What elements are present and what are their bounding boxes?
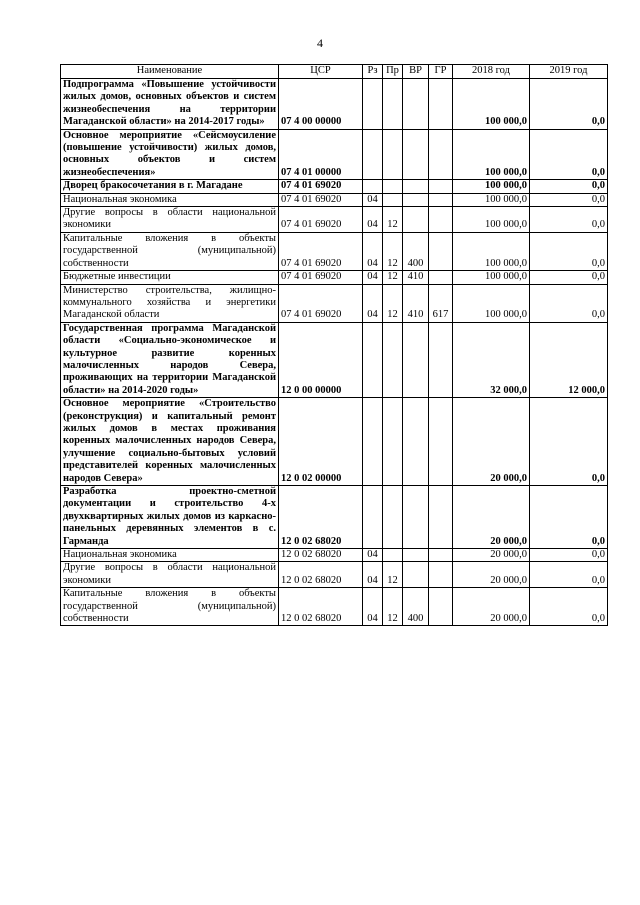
row-gr xyxy=(429,271,453,284)
row-csr: 12 0 02 68020 xyxy=(279,588,363,626)
row-vr xyxy=(403,549,429,562)
row-gr xyxy=(429,79,453,130)
row-rz: 04 xyxy=(363,232,383,270)
row-vr: 410 xyxy=(403,284,429,322)
table-body xyxy=(61,79,608,626)
table-row xyxy=(61,232,608,270)
row-2019: 0,0 xyxy=(530,398,608,486)
row-vr xyxy=(403,193,429,206)
row-gr xyxy=(429,180,453,193)
row-csr: 12 0 02 68020 xyxy=(279,562,363,588)
row-pr xyxy=(383,398,403,486)
table-row xyxy=(61,284,608,322)
row-gr xyxy=(429,193,453,206)
row-2019: 0,0 xyxy=(530,562,608,588)
row-pr: 12 xyxy=(383,207,403,233)
row-gr xyxy=(429,129,453,180)
row-pr xyxy=(383,129,403,180)
row-rz: 04 xyxy=(363,562,383,588)
row-2018: 20 000,0 xyxy=(453,588,530,626)
header-row xyxy=(61,65,608,79)
row-2019: 12 000,0 xyxy=(530,322,608,397)
row-csr: 07 4 01 69020 xyxy=(279,207,363,233)
row-rz xyxy=(363,129,383,180)
row-name: Другие вопросы в области национальной экономики xyxy=(61,562,279,588)
row-rz xyxy=(363,79,383,130)
row-vr xyxy=(403,207,429,233)
table-row xyxy=(61,79,608,130)
row-pr xyxy=(383,486,403,549)
table-row xyxy=(61,180,608,193)
row-vr xyxy=(403,129,429,180)
row-2018: 20 000,0 xyxy=(453,398,530,486)
row-csr: 12 0 02 68020 xyxy=(279,549,363,562)
row-name: Национальная экономика xyxy=(61,549,279,562)
row-2018: 100 000,0 xyxy=(453,232,530,270)
row-pr xyxy=(383,322,403,397)
row-name: Капитальные вложения в объекты государственной (муниципальной) собственности xyxy=(61,232,279,270)
row-rz: 04 xyxy=(363,284,383,322)
row-csr: 07 4 01 69020 xyxy=(279,271,363,284)
row-vr: 410 xyxy=(403,271,429,284)
row-2018: 100 000,0 xyxy=(453,129,530,180)
row-csr: 07 4 01 69020 xyxy=(279,232,363,270)
row-gr: 617 xyxy=(429,284,453,322)
row-name: Капитальные вложения в объекты государственной (муниципальной) собственности xyxy=(61,588,279,626)
row-rz xyxy=(363,322,383,397)
table-row xyxy=(61,398,608,486)
row-name: Национальная экономика xyxy=(61,193,279,206)
table-row xyxy=(61,588,608,626)
row-pr: 12 xyxy=(383,271,403,284)
row-name: Министерство строительства, жилищно-коммунального хозяйства и энергетики Магаданской области xyxy=(61,284,279,322)
row-2019: 0,0 xyxy=(530,232,608,270)
row-name: Основное мероприятие «Сейсмоусиление (повышение устойчивости) жилых домов, основных объектов и систем жизнеобеспечения» xyxy=(61,129,279,180)
row-gr xyxy=(429,398,453,486)
row-2019: 0,0 xyxy=(530,284,608,322)
table-row xyxy=(61,271,608,284)
table-row xyxy=(61,562,608,588)
row-vr: 400 xyxy=(403,232,429,270)
row-2019: 0,0 xyxy=(530,271,608,284)
row-csr: 12 0 02 68020 xyxy=(279,486,363,549)
table-row xyxy=(61,129,608,180)
row-gr xyxy=(429,232,453,270)
row-vr xyxy=(403,562,429,588)
row-pr: 12 xyxy=(383,232,403,270)
row-pr xyxy=(383,79,403,130)
row-2018: 100 000,0 xyxy=(453,79,530,130)
row-gr xyxy=(429,562,453,588)
row-2019: 0,0 xyxy=(530,79,608,130)
row-rz xyxy=(363,398,383,486)
row-csr: 12 0 00 00000 xyxy=(279,322,363,397)
row-name: Разработка проектно-сметной документации и строительство 4-х двухквартирных жилых домов из каркасно-панельных деревянных элементов в с. Гарманда xyxy=(61,486,279,549)
row-rz: 04 xyxy=(363,588,383,626)
table-row xyxy=(61,207,608,233)
row-rz: 04 xyxy=(363,193,383,206)
row-2018: 20 000,0 xyxy=(453,486,530,549)
row-vr xyxy=(403,79,429,130)
header-name: Наименование xyxy=(61,65,279,79)
row-pr: 12 xyxy=(383,588,403,626)
budget-table xyxy=(60,64,608,626)
header-2019: 2019 год xyxy=(530,65,608,79)
row-2018: 100 000,0 xyxy=(453,284,530,322)
table-row xyxy=(61,193,608,206)
row-pr: 12 xyxy=(383,284,403,322)
row-name: Дворец бракосочетания в г. Магадане xyxy=(61,180,279,193)
row-2018: 100 000,0 xyxy=(453,271,530,284)
row-vr xyxy=(403,398,429,486)
row-2019: 0,0 xyxy=(530,180,608,193)
row-vr xyxy=(403,180,429,193)
row-name: Другие вопросы в области национальной экономики xyxy=(61,207,279,233)
table-row xyxy=(61,486,608,549)
table-row xyxy=(61,322,608,397)
header-vr: ВР xyxy=(403,65,429,79)
table-row xyxy=(61,549,608,562)
row-name: Государственная программа Магаданской области «Социально-экономическое и культурное развитие коренных малочисленных народов Севера, проживающих на территории Магаданской области» на 2014-2020 годы» xyxy=(61,322,279,397)
row-vr xyxy=(403,322,429,397)
row-csr: 07 4 01 69020 xyxy=(279,284,363,322)
row-pr xyxy=(383,193,403,206)
row-gr xyxy=(429,588,453,626)
row-name: Основное мероприятие «Строительство (реконструкция) и капитальный ремонт жилых домов в местах проживания коренных малочисленных народов Севера, улучшение социально-бытовых условий представителей коренных малочисленных народов Севера» xyxy=(61,398,279,486)
row-name: Бюджетные инвестиции xyxy=(61,271,279,284)
row-csr: 07 4 01 00000 xyxy=(279,129,363,180)
row-rz: 04 xyxy=(363,549,383,562)
row-rz xyxy=(363,486,383,549)
row-rz xyxy=(363,180,383,193)
row-csr: 07 4 00 00000 xyxy=(279,79,363,130)
row-2019: 0,0 xyxy=(530,588,608,626)
header-rz: Рз xyxy=(363,65,383,79)
row-gr xyxy=(429,322,453,397)
row-rz: 04 xyxy=(363,207,383,233)
row-vr xyxy=(403,486,429,549)
row-2019: 0,0 xyxy=(530,549,608,562)
row-2018: 20 000,0 xyxy=(453,562,530,588)
row-pr xyxy=(383,180,403,193)
row-2018: 32 000,0 xyxy=(453,322,530,397)
row-pr xyxy=(383,549,403,562)
row-2018: 100 000,0 xyxy=(453,207,530,233)
page-number: 4 xyxy=(317,36,323,50)
row-rz: 04 xyxy=(363,271,383,284)
row-vr: 400 xyxy=(403,588,429,626)
row-name: Подпрограмма «Повышение устойчивости жилых домов, основных объектов и систем жизнеобеспечения на территории Магаданской области» на 2014-2017 годы» xyxy=(61,79,279,130)
row-2019: 0,0 xyxy=(530,207,608,233)
row-csr: 12 0 02 00000 xyxy=(279,398,363,486)
row-2018: 100 000,0 xyxy=(453,193,530,206)
row-gr xyxy=(429,486,453,549)
row-csr: 07 4 01 69020 xyxy=(279,193,363,206)
row-2018: 100 000,0 xyxy=(453,180,530,193)
row-csr: 07 4 01 69020 xyxy=(279,180,363,193)
header-2018: 2018 год xyxy=(453,65,530,79)
row-2019: 0,0 xyxy=(530,129,608,180)
row-gr xyxy=(429,207,453,233)
header-gr: ГР xyxy=(429,65,453,79)
row-pr: 12 xyxy=(383,562,403,588)
row-gr xyxy=(429,549,453,562)
header-pr: Пр xyxy=(383,65,403,79)
row-2018: 20 000,0 xyxy=(453,549,530,562)
row-2019: 0,0 xyxy=(530,486,608,549)
row-2019: 0,0 xyxy=(530,193,608,206)
header-csr: ЦСР xyxy=(279,65,363,79)
